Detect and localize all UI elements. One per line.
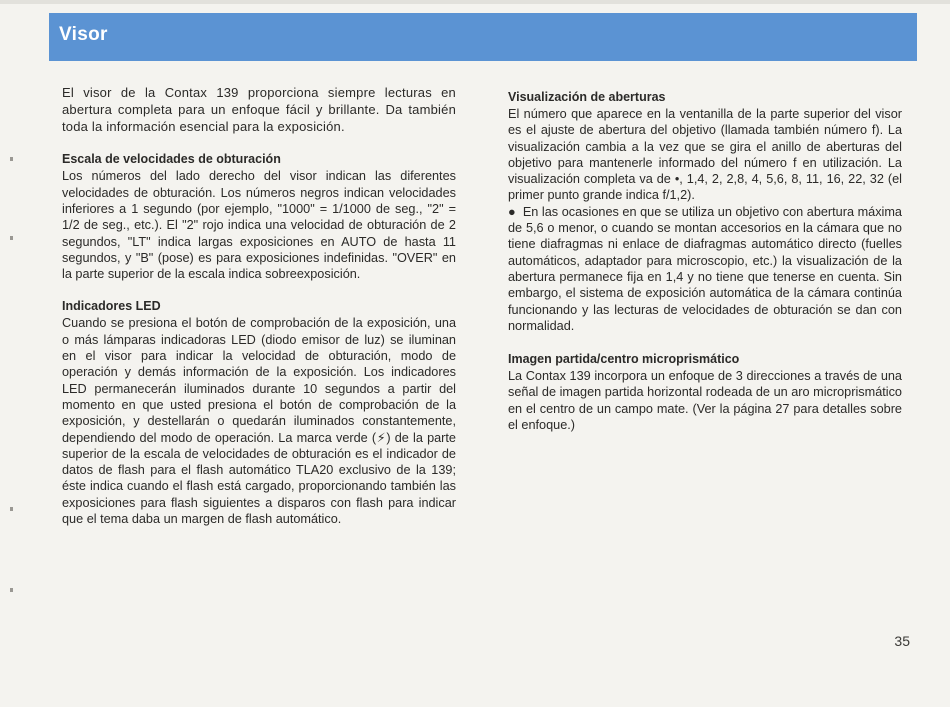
right-column [508, 85, 902, 433]
page-number: 35 [894, 633, 910, 649]
section-title: Visualización de aberturas [508, 90, 666, 104]
margin-mark [10, 236, 13, 240]
margin-mark [10, 588, 13, 592]
section-aperture-display [508, 90, 902, 334]
section-shutter-speed-scale [62, 152, 456, 282]
section-led-indicators [62, 299, 456, 527]
bullet-text: En las ocasiones en que se utiliza un objetivo con abertura máxima de 5,6 o menor, o cuando se montan accesorios en la cámara que no tiene diafragmas ni enlace de diafragmas automático directo (fuelles automáticos, adaptador para microscopio, etc.) la visualización de la abertura permanece fija en 1,4 y no tiene que tenerse en cuenta. Sin embargo, el sistema de exposición automática de la cámara continúa funcionando y las lecturas de velocidades de obturación se dan con normalidad. [508, 204, 902, 333]
left-column [62, 85, 456, 527]
section-title: Indicadores LED [62, 299, 161, 314]
intro-paragraph: El visor de la Contax 139 proporciona siempre lecturas en abertura completa para un enfoque fácil y brillante. Da también toda la información esencial para la exposición. [62, 85, 456, 134]
section-body: Los números del lado derecho del visor indican las diferentes velocidades de obturación. Los números negros indican velocidades inferiores a 1 segundo (por ejemplo, "1000" = 1/1000 de seg., "2" = 1/2 de seg., etc.). El "2" rojo indica una velocidad de obturación de 2 segundos, "LT" indica largas exposiciones en AUTO de hasta 11 segundos, y "B" (pose) es para exposiciones indefinidas. "OVER" en la parte superior de la escala indica sobreexposición. [62, 169, 456, 282]
section-body: La Contax 139 incorpora un enfoque de 3 direcciones a través de una señal de imagen partida horizontal rodeada de un aro microprismático en el centro de un campo mate. (Ver la página 27 para detalles sobre el enfoque.) [508, 369, 902, 433]
margin-mark [10, 157, 13, 161]
section-header-bar [49, 13, 917, 61]
bullet-icon: ● [508, 204, 516, 219]
section-split-image [508, 352, 902, 433]
section-body: Cuando se presiona el botón de comprobación de la exposición, una o más lámparas indicadoras LED (diodo emisor de luz) se iluminan en el visor para indicar la velocidad de obturación, modo de operación y demás información de la exposición. Los indicadores LED permanecerán iluminados durante 10 segundos a partir del momento en que usted presiona el botón de comprobación de la exposición, y destellarán o quedarán iluminados constantemente, dependiendo del modo de operación. La marca verde (⚡) de la parte superior de la escala de velocidades de obturación es el indicador de datos de flash para el flash automático TLA20 exclusivo de la 139; éste indica cuando el flash está cargado, proporcionando también las exposiciones para flash siguientes a disparos con flash para indicar que el tema daba un margen de flash automático. [62, 316, 456, 527]
page-title: Visor [59, 24, 108, 45]
section-body: El número que aparece en la ventanilla de la parte superior del visor es el ajuste de abertura del objetivo (llamada también número f). La visualización cambia a la vez que se gira el anillo de aberturas del objetivo para mantenerle informado del número f en utilización. La visualización completa va de •, 1,4, 2, 2,8, 4, 5,6, 8, 11, 16, 22, 32 (el primer punto grande indica f/1,2). [508, 107, 902, 203]
page-top-edge [0, 0, 950, 4]
section-title: Imagen partida/centro microprismático [508, 352, 740, 367]
bullet-paragraph [508, 204, 902, 334]
margin-mark [10, 507, 13, 511]
section-title: Escala de velocidades de obturación [62, 152, 281, 167]
